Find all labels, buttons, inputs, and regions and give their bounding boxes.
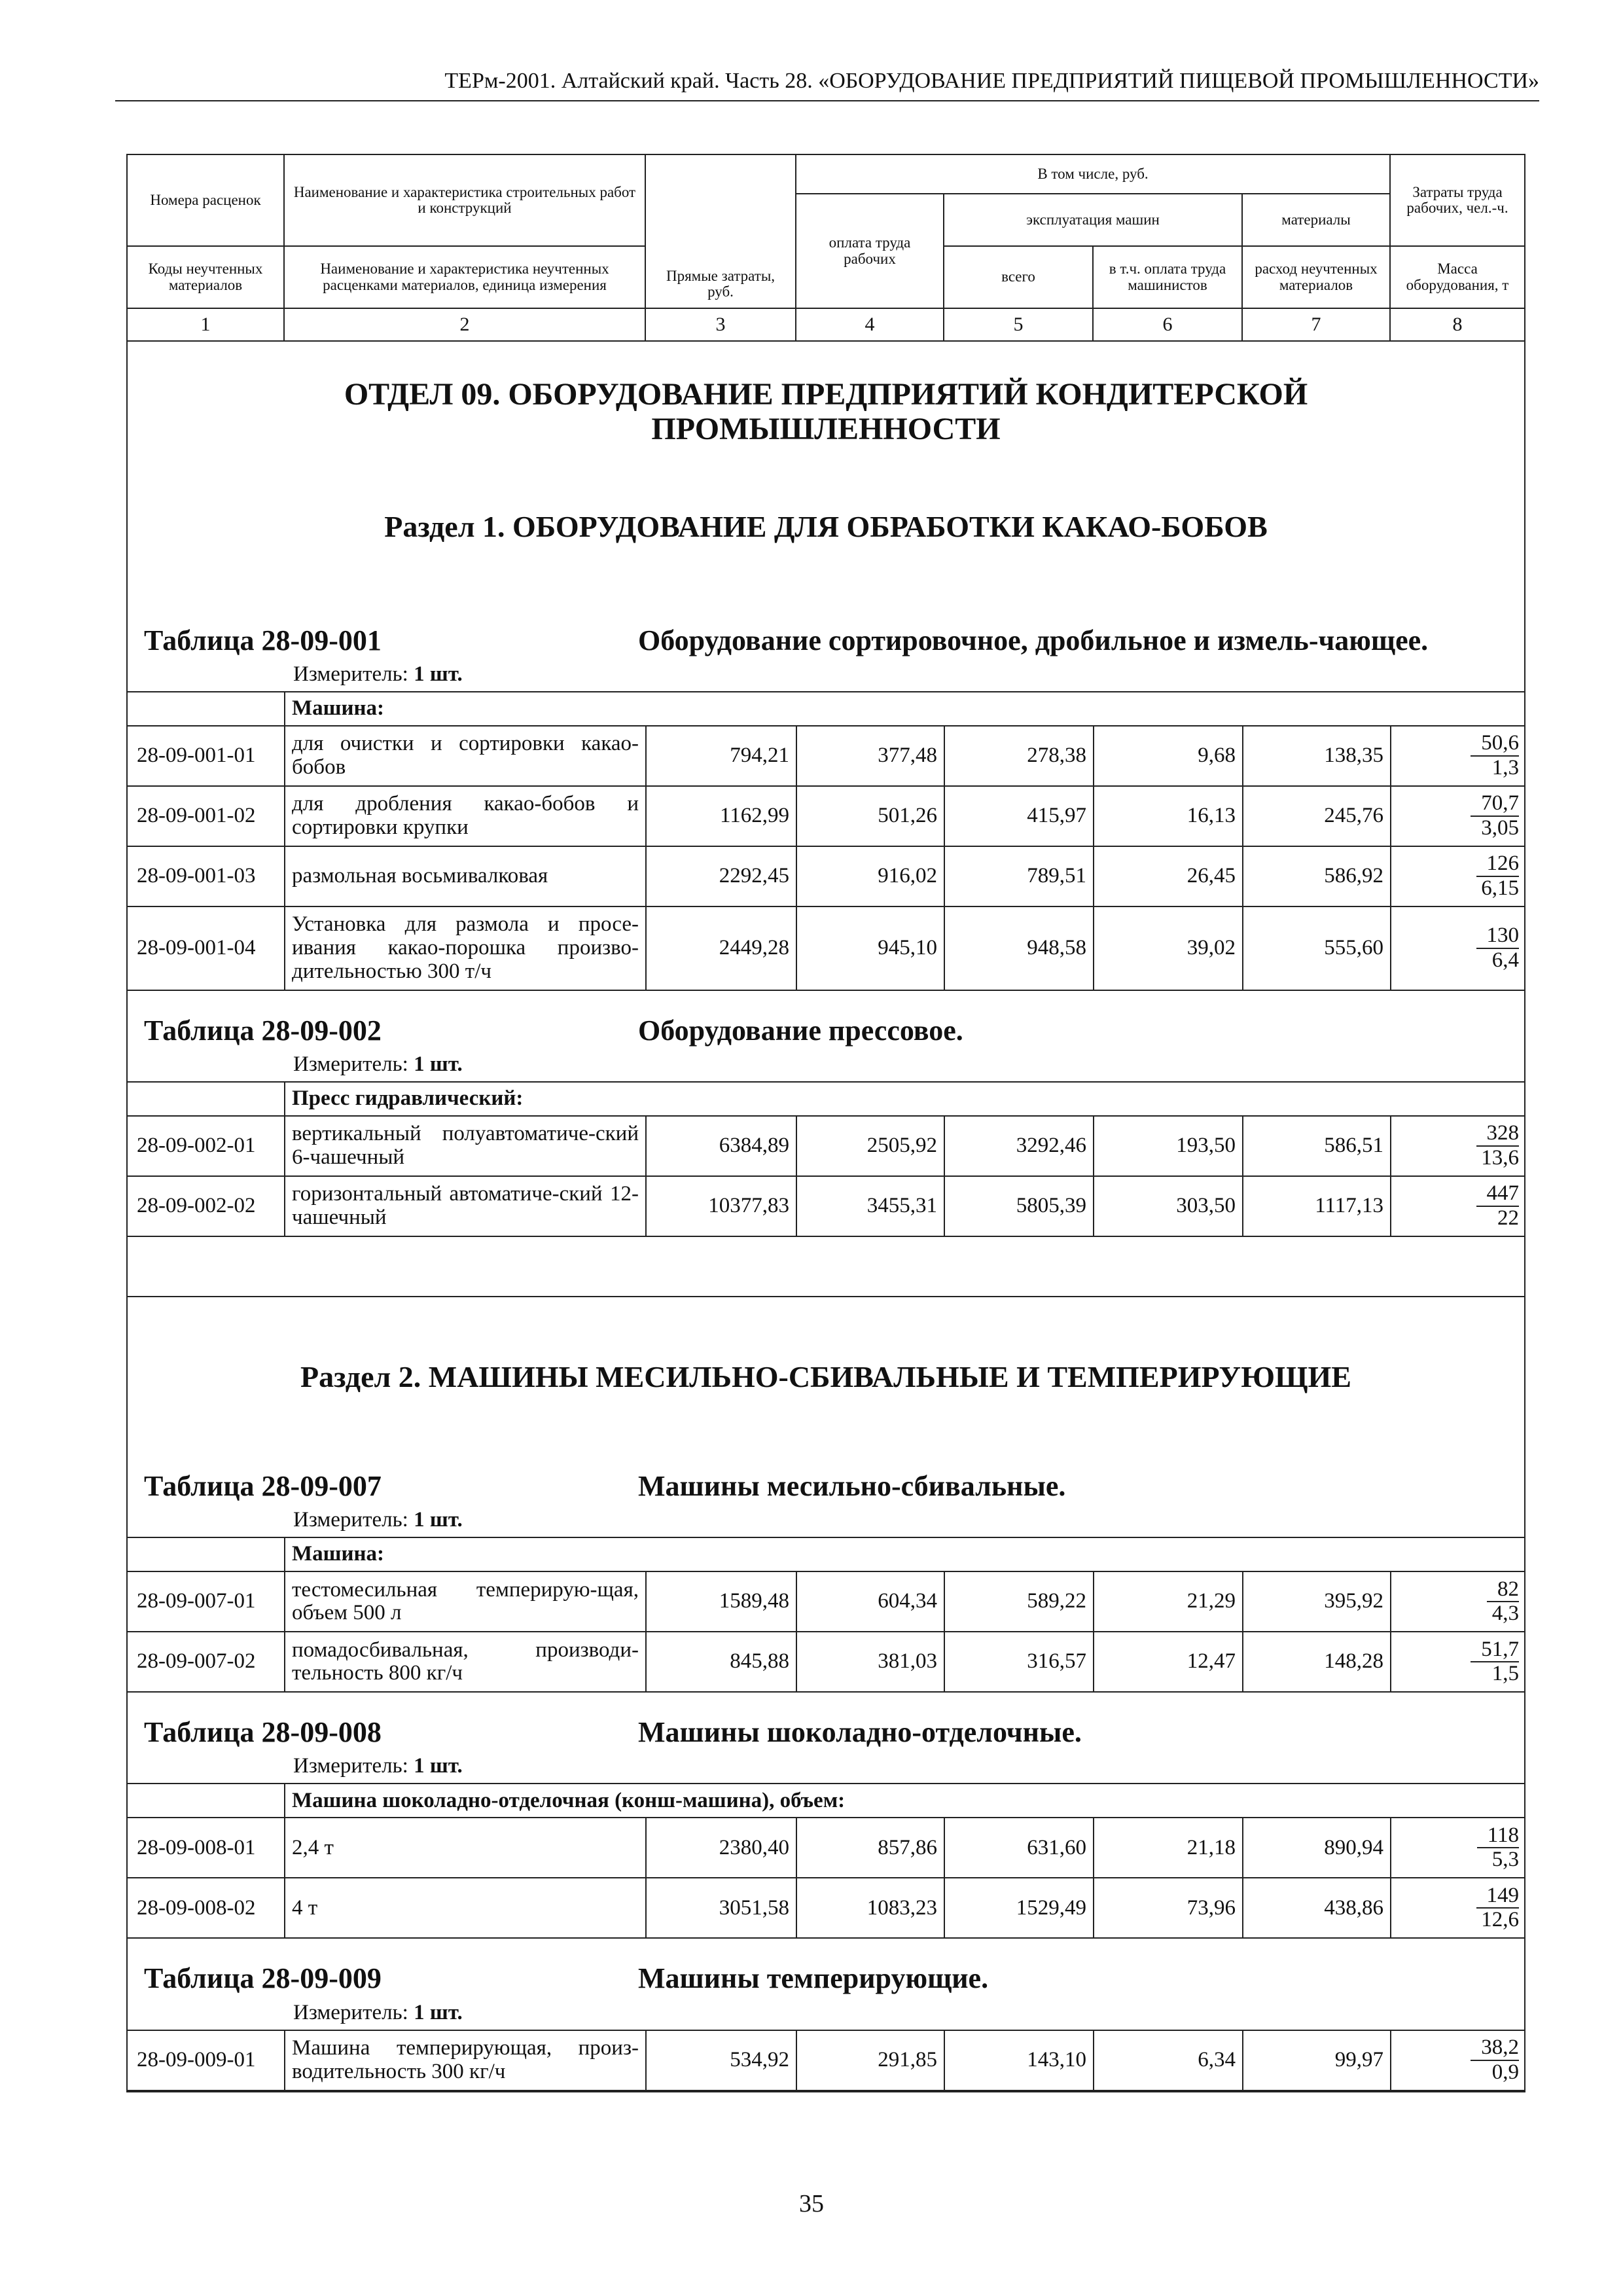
table-row: [128, 906, 1525, 990]
labor-mass-fraction: [1487, 1578, 1519, 1625]
rate-code: 28-09-007-02: [128, 1632, 285, 1692]
value-c7: 138,35: [1243, 726, 1391, 786]
measure-label: Измеритель:: [293, 1754, 408, 1778]
rate-code: 28-09-009-01: [128, 2030, 285, 2090]
table-title: Оборудование сортировочное, дробильное и измель-чающее.: [638, 624, 1429, 656]
value-c3: 6384,89: [646, 1116, 796, 1176]
measure-label: Измеритель:: [293, 1052, 408, 1076]
labor-mass-cell: [1391, 1176, 1525, 1236]
labor-mass-fraction: [1471, 1638, 1519, 1685]
rates-subtable: [128, 1537, 1525, 1693]
value-c4: 501,26: [796, 786, 944, 846]
value-c5: 948,58: [944, 906, 1094, 990]
table-row: [128, 1878, 1525, 1938]
page-number: 35: [799, 2190, 824, 2217]
running-header: ТЕРм-2001. Алтайский край. Часть 28. «ОБОРУДОВАНИЕ ПРЕДПРИЯТИЙ ПИЩЕВОЙ ПРОМЫШЛЕННОСТИ»: [115, 69, 1539, 101]
table-heading: [128, 1693, 1524, 1748]
labor-mass-fraction: [1471, 2036, 1519, 2083]
measure-unit: [128, 2001, 1524, 2030]
group-label: Машина:: [285, 692, 1525, 726]
rate-name: помадосбивальная, производи-тельность 800 кг/ч: [285, 1632, 646, 1692]
value-c7: 245,76: [1243, 786, 1391, 846]
table-heading: [128, 1939, 1524, 1994]
value-c7: 890,94: [1243, 1818, 1391, 1878]
equipment-mass: 4,3: [1491, 1602, 1520, 1626]
labor-mass-cell: [1391, 1571, 1525, 1632]
rate-name: тестомесильная темперирую-щая, объем 500 л: [285, 1571, 646, 1632]
value-c5: 631,60: [944, 1818, 1094, 1878]
value-c3: 794,21: [646, 726, 796, 786]
labor-cost: 130: [1476, 924, 1520, 949]
table-row: [128, 1818, 1525, 1878]
equipment-mass: 6,4: [1491, 948, 1520, 972]
labor-mass-fraction: [1477, 1824, 1519, 1871]
labor-mass-cell: [1391, 1878, 1525, 1938]
labor-mass-fraction: [1476, 1182, 1520, 1229]
value-c7: 586,92: [1243, 846, 1391, 906]
table-row: [128, 1176, 1525, 1236]
labor-cost: 447: [1476, 1182, 1520, 1207]
measure-unit: [128, 1052, 1524, 1081]
equipment-mass: 22: [1497, 1206, 1520, 1230]
table-title: Оборудование прессовое.: [638, 1014, 963, 1047]
rates-subtable: [128, 691, 1525, 991]
table-heading: [128, 1394, 1524, 1501]
labor-mass-cell: [1391, 786, 1525, 846]
value-c5: 143,10: [944, 2030, 1094, 2090]
value-c6: 39,02: [1094, 906, 1243, 990]
col-header-machines: эксплуатация машин: [944, 194, 1242, 246]
col-header-1a: Номера расценок: [127, 154, 284, 246]
value-c7: 395,92: [1243, 1571, 1391, 1632]
rate-code: 28-09-007-01: [128, 1571, 285, 1632]
col-header-1b: Коды неучтенных материалов: [127, 246, 284, 308]
labor-mass-cell: [1391, 846, 1525, 906]
value-c4: 857,86: [796, 1818, 944, 1878]
value-c7: 99,97: [1243, 2030, 1391, 2090]
value-c6: 9,68: [1094, 726, 1243, 786]
value-c3: 2380,40: [646, 1818, 796, 1878]
rate-code: 28-09-001-02: [128, 786, 285, 846]
col-number: 2: [284, 308, 645, 341]
rate-name: горизонтальный автоматиче-ский 12-чашечный: [285, 1176, 646, 1236]
table-title: Машины шоколадно-отделочные.: [638, 1716, 1082, 1749]
value-c7: 555,60: [1243, 906, 1391, 990]
rate-code: 28-09-001-01: [128, 726, 285, 786]
value-c4: 604,34: [796, 1571, 944, 1632]
value-c3: 3051,58: [646, 1878, 796, 1938]
equipment-mass: 5,3: [1491, 1848, 1520, 1872]
group-row: [128, 692, 1525, 726]
value-c6: 12,47: [1094, 1632, 1243, 1692]
value-c7: 1117,13: [1243, 1176, 1391, 1236]
col-number: 1: [127, 308, 284, 341]
measure-value: 1 шт.: [414, 1052, 463, 1076]
measure-unit: [128, 1508, 1524, 1537]
equipment-mass: 1,3: [1491, 755, 1520, 780]
section-title-razdel-1: Раздел 1. ОБОРУДОВАНИЕ ДЛЯ ОБРАБОТКИ КАКАО-БОБОВ: [384, 509, 1268, 543]
col-number: 4: [796, 308, 944, 341]
col-header-materials: материалы: [1242, 194, 1390, 246]
col-number: 8: [1390, 308, 1525, 341]
labor-mass-fraction: [1476, 1122, 1520, 1169]
value-c6: 193,50: [1094, 1116, 1243, 1176]
col-header-7: расход неучтенных материалов: [1242, 246, 1390, 308]
empty-cell: [128, 692, 285, 726]
value-c5: 589,22: [944, 1571, 1094, 1632]
labor-cost: 126: [1476, 852, 1520, 877]
rate-name: Машина темперирующая, произ-водительность 300 кг/ч: [285, 2030, 646, 2090]
table-heading: [128, 544, 1524, 656]
value-c3: 2292,45: [646, 846, 796, 906]
rates-subtable: [128, 1081, 1525, 1237]
labor-cost: 149: [1476, 1884, 1520, 1909]
value-c6: 6,34: [1094, 2030, 1243, 2090]
rate-name: 4 т: [285, 1878, 646, 1938]
value-c3: 2449,28: [646, 906, 796, 990]
equipment-mass: 13,6: [1481, 1145, 1520, 1170]
rate-code: 28-09-008-01: [128, 1818, 285, 1878]
group-row: [128, 1082, 1525, 1116]
labor-mass-fraction: [1471, 732, 1519, 779]
table-heading: [128, 991, 1524, 1046]
group-label: Машина:: [285, 1537, 1525, 1571]
table-number: Таблица 28-09-008: [144, 1716, 382, 1749]
group-label: Пресс гидравлический:: [285, 1082, 1525, 1116]
equipment-mass: 1,5: [1491, 1662, 1520, 1686]
value-c4: 381,03: [796, 1632, 944, 1692]
measure-value: 1 шт.: [414, 1754, 463, 1778]
value-c5: 316,57: [944, 1632, 1094, 1692]
col-header-6: в т.ч. оплата труда машинистов: [1093, 246, 1242, 308]
rates-subtable: [128, 1783, 1525, 1939]
labor-mass-fraction: [1476, 852, 1520, 899]
group-row: [128, 1537, 1525, 1571]
rate-name: размольная восьмивалковая: [285, 846, 646, 906]
labor-mass-cell: [1391, 2030, 1525, 2090]
col-header-2b: Наименование и характеристика неучтенных расценками материалов, единица измерения: [284, 246, 645, 308]
table-row: [128, 846, 1525, 906]
col-header-including: В том числе, руб.: [796, 154, 1390, 194]
col-header-8a: Затраты труда рабочих, чел.-ч.: [1390, 154, 1525, 246]
table-row: [128, 2030, 1525, 2090]
rate-code: 28-09-001-04: [128, 906, 285, 990]
equipment-mass: 0,9: [1491, 2060, 1519, 2084]
table-row: [128, 786, 1525, 846]
rate-code: 28-09-002-02: [128, 1176, 285, 1236]
value-c4: 291,85: [796, 2030, 944, 2090]
labor-mass-cell: [1391, 726, 1525, 786]
equipment-mass: 12,6: [1481, 1908, 1520, 1932]
value-c3: 1589,48: [646, 1571, 796, 1632]
table-row: [128, 1571, 1525, 1632]
table-title: Машины темперирующие.: [638, 1962, 989, 1995]
labor-cost: 82: [1487, 1578, 1519, 1603]
labor-mass-cell: [1391, 1116, 1525, 1176]
labor-cost: 118: [1477, 1824, 1519, 1849]
group-row: [128, 1784, 1525, 1818]
value-c3: 845,88: [646, 1632, 796, 1692]
value-c7: 586,51: [1243, 1116, 1391, 1176]
section-title-razdel-2: Раздел 2. МАШИНЫ МЕСИЛЬНО-СБИВАЛЬНЫЕ И ТЕМПЕРИРУЮЩИЕ: [128, 1296, 1524, 1394]
table-number: Таблица 28-09-002: [144, 1014, 382, 1047]
value-c7: 148,28: [1243, 1632, 1391, 1692]
labor-mass-cell: [1391, 1818, 1525, 1878]
empty-cell: [128, 1784, 285, 1818]
value-c4: 945,10: [796, 906, 944, 990]
value-c6: 73,96: [1094, 1878, 1243, 1938]
col-number: 6: [1093, 308, 1242, 341]
value-c3: 534,92: [646, 2030, 796, 2090]
value-c6: 21,29: [1094, 1571, 1243, 1632]
equipment-mass: 3,05: [1481, 816, 1520, 840]
col-number: 5: [944, 308, 1093, 341]
measure-label: Измеритель:: [293, 2000, 408, 2024]
table-row: [128, 1632, 1525, 1692]
col-header-2a: Наименование и характеристика строительных работ и конструкций: [284, 154, 645, 246]
value-c5: 3292,46: [944, 1116, 1094, 1176]
value-c3: 10377,83: [646, 1176, 796, 1236]
table-number: Таблица 28-09-007: [144, 1469, 382, 1502]
labor-cost: 50,6: [1471, 732, 1519, 757]
col-header-8b: Масса оборудования, т: [1390, 246, 1525, 308]
measure-unit: [128, 662, 1524, 691]
empty-cell: [128, 1537, 285, 1571]
value-c5: 415,97: [944, 786, 1094, 846]
labor-cost: 70,7: [1471, 792, 1519, 817]
equipment-mass: 6,15: [1481, 876, 1520, 900]
rate-name: 2,4 т: [285, 1818, 646, 1878]
value-c7: 438,86: [1243, 1878, 1391, 1938]
value-c3: 1162,99: [646, 786, 796, 846]
labor-mass-cell: [1391, 906, 1525, 990]
value-c5: 278,38: [944, 726, 1094, 786]
value-c5: 789,51: [944, 846, 1094, 906]
measure-value: 1 шт.: [414, 662, 463, 686]
value-c6: 16,13: [1094, 786, 1243, 846]
labor-mass-fraction: [1471, 792, 1519, 839]
rates-subtable: [128, 2030, 1525, 2091]
value-c4: 2505,92: [796, 1116, 944, 1176]
value-c4: 377,48: [796, 726, 944, 786]
labor-mass-fraction: [1476, 1884, 1520, 1931]
col-number: 3: [645, 308, 796, 341]
measure-value: 1 шт.: [414, 2000, 463, 2024]
group-label: Машина шоколадно-отделочная (конш-машина), объем:: [285, 1784, 1525, 1818]
value-c4: 916,02: [796, 846, 944, 906]
value-c5: 5805,39: [944, 1176, 1094, 1236]
labor-cost: 51,7: [1471, 1638, 1519, 1663]
empty-cell: [128, 1082, 285, 1116]
table-body: [127, 341, 1525, 2092]
measure-unit: [128, 1754, 1524, 1783]
rate-code: 28-09-001-03: [128, 846, 285, 906]
labor-mass-fraction: [1476, 924, 1520, 971]
table-number: Таблица 28-09-009: [144, 1962, 382, 1995]
labor-cost: 38,2: [1471, 2036, 1519, 2061]
measure-label: Измеритель:: [293, 1508, 408, 1532]
value-c5: 1529,49: [944, 1878, 1094, 1938]
rates-table: [126, 154, 1525, 2092]
labor-mass-cell: [1391, 1632, 1525, 1692]
rate-code: 28-09-002-01: [128, 1116, 285, 1176]
rate-name: Установка для размола и просе-ивания какао-порошка произво-дительностью 300 т/ч: [285, 906, 646, 990]
value-c6: 26,45: [1094, 846, 1243, 906]
value-c6: 303,50: [1094, 1176, 1243, 1236]
value-c4: 1083,23: [796, 1878, 944, 1938]
measure-value: 1 шт.: [414, 1508, 463, 1532]
value-c4: 3455,31: [796, 1176, 944, 1236]
col-number: 7: [1242, 308, 1390, 341]
rate-name: для дробления какао-бобов и сортировки крупки: [285, 786, 646, 846]
rate-code: 28-09-008-02: [128, 1878, 285, 1938]
table-row: [128, 1116, 1525, 1176]
table-row: [128, 726, 1525, 786]
col-header-5: всего: [944, 246, 1093, 308]
col-header-4: оплата труда рабочих: [796, 194, 944, 308]
col-header-3: Прямые затраты, руб.: [645, 154, 796, 308]
section-title-otdel: ОТДЕЛ 09. ОБОРУДОВАНИЕ ПРЕДПРИЯТИЙ КОНДИТЕРСКОЙ ПРОМЫШЛЕННОСТИ: [344, 377, 1308, 446]
table-number: Таблица 28-09-001: [144, 624, 382, 656]
measure-label: Измеритель:: [293, 662, 408, 686]
rate-name: вертикальный полуавтоматиче-ский 6-чашечный: [285, 1116, 646, 1176]
rate-name: для очистки и сортировки какао-бобов: [285, 726, 646, 786]
table-title: Машины месильно-сбивальные.: [638, 1469, 1066, 1502]
labor-cost: 328: [1476, 1122, 1520, 1147]
value-c6: 21,18: [1094, 1818, 1243, 1878]
